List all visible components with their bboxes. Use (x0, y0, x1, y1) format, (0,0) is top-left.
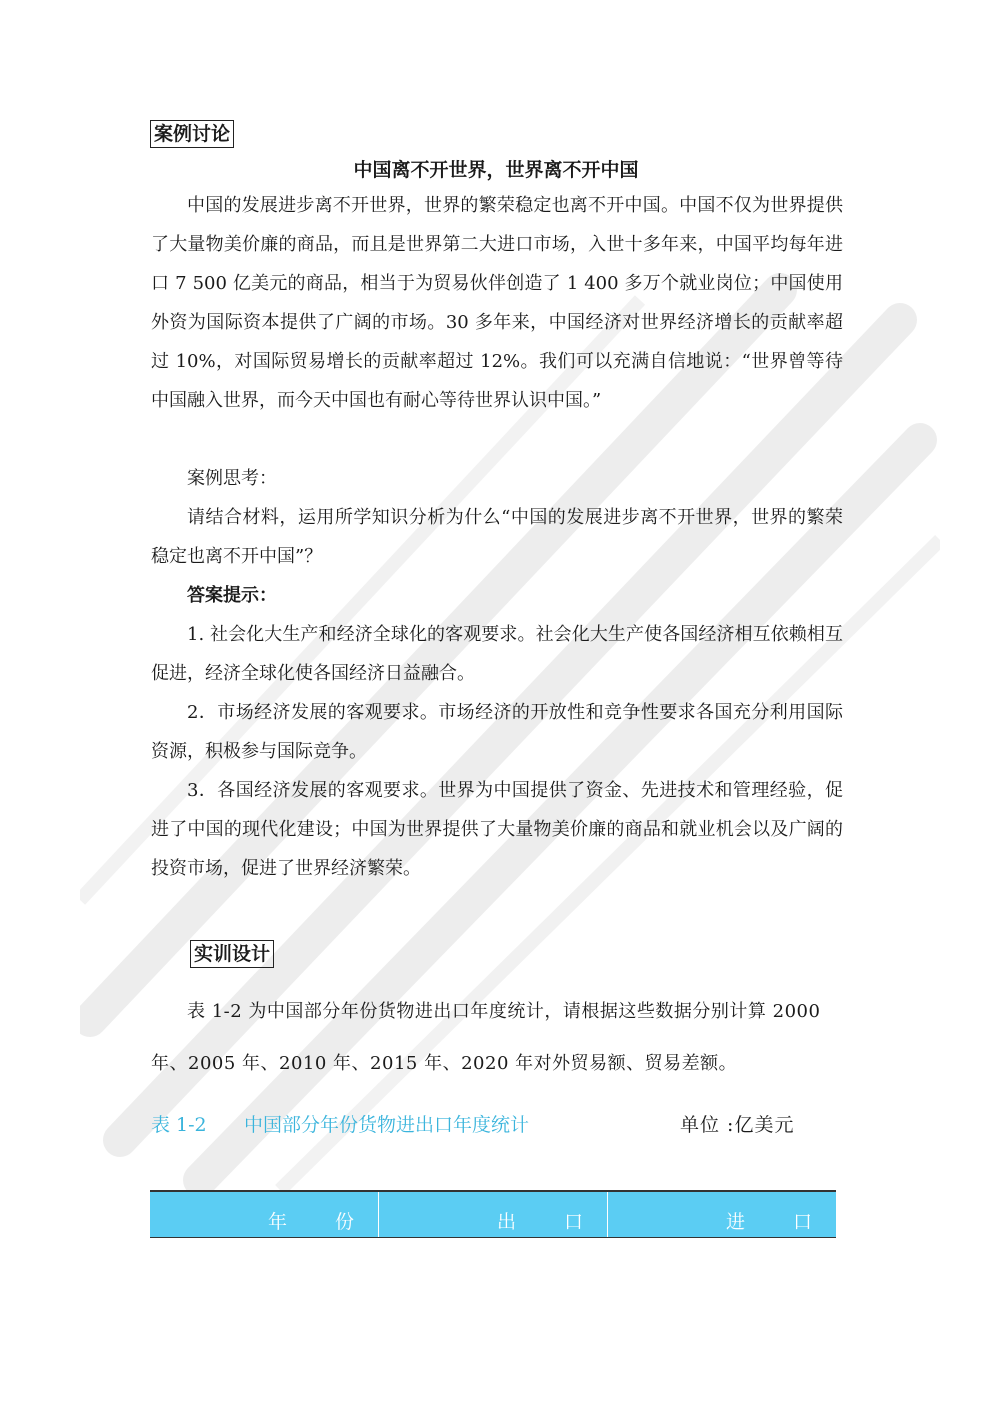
case-discussion-label: 案例讨论 (150, 120, 234, 148)
case-think-label: 案例思考： (187, 468, 277, 489)
table-header-export (379, 1192, 608, 1237)
table-header-import (608, 1192, 836, 1237)
practice-text: 表 1-2 为中国部分年份货物进出口年度统计，请根据这些数据分别计算 2000 年、2005 年、2010 年、2015 年、2020 年对外贸易额、贸易差额。 (151, 1001, 821, 1074)
table-header-label: 年 份 (267, 1211, 356, 1233)
table-header-label: 进 口 (725, 1211, 814, 1233)
answer-item: 2．市场经济发展的客观要求。市场经济的开放性和竞争性要求各国充分利用国际资源，积极参与国际竞争。 (151, 702, 843, 762)
case-question: 请结合材料，运用所学知识分析为什么“中国的发展进步离不开世界，世界的繁荣稳定也离不开中国”？ (151, 507, 843, 567)
practice-design-label: 实训设计 (190, 940, 274, 968)
answer-label: 答案提示： (187, 585, 277, 606)
table-header-year (150, 1192, 379, 1237)
table-caption: 中国部分年份货物进出口年度统计 (244, 1114, 530, 1136)
answer-item: 3．各国经济发展的客观要求。世界为中国提供了资金、先进技术和管理经验，促进了中国的现代化建设；中国为世界提供了大量物美价廉的商品和就业机会以及广阔的投资市场，促进了世界经济繁荣。 (151, 780, 843, 879)
table-unit: 单位 :亿美元 (680, 1114, 795, 1136)
trade-table-header (150, 1190, 836, 1238)
answer-item: 1. 社会化大生产和经济全球化的客观要求。社会化大生产使各国经济相互依赖相互促进，经济全球化使各国经济日益融合。 (151, 624, 843, 684)
table-header-label: 出 口 (496, 1211, 585, 1233)
case-paragraph: 中国的发展进步离不开世界，世界的繁荣稳定也离不开中国。中国不仅为世界提供了大量物美价廉的商品，而且是世界第二大进口市场，入世十多年来，中国平均每年进口 7 500 亿美元的商品，相当于为贸易伙伴创造了 1 400 多万个就业岗位；中国使用外资为国际资本提供了广阔的市场。30 多年来，中国经济对世界经济增长的贡献率超过 10%，对国际贸易增长的贡献率超过 12%。我们可以充满自信地说：“世界曾等待中国融入世界，而今天中国也有耐心等待世界认识中国。” (151, 195, 843, 411)
table-number: 表 1-2 (151, 1114, 207, 1136)
case-title: 中国离不开世界，世界离不开中国 (353, 159, 639, 181)
